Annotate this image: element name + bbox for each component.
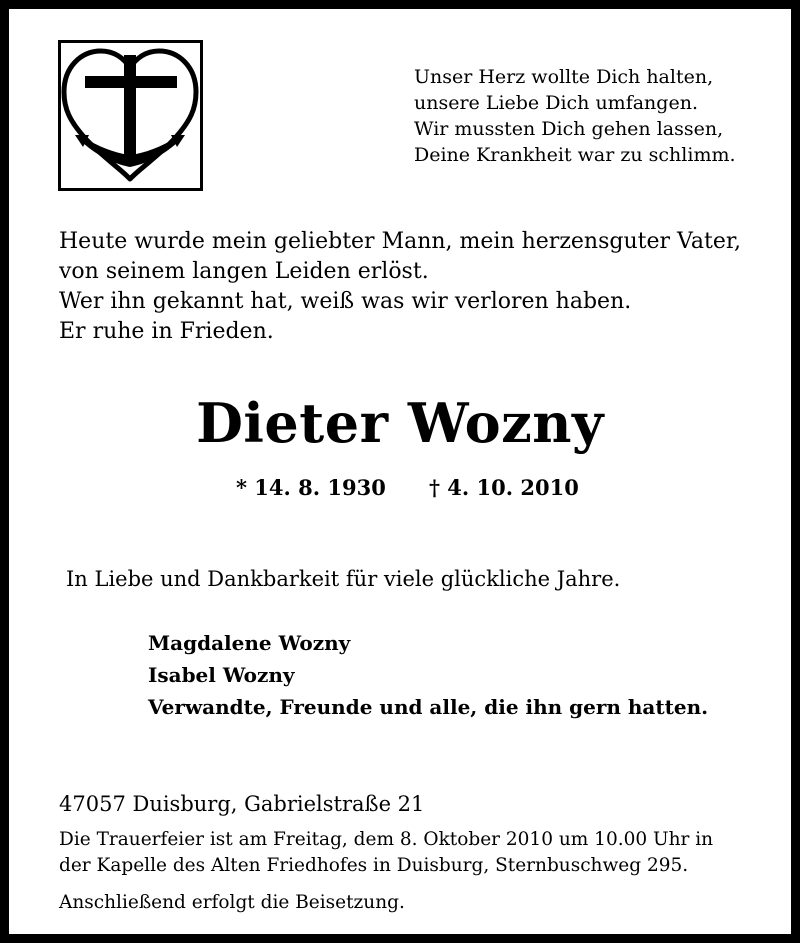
poem-line: Unser Herz wollte Dich halten, <box>414 66 714 88</box>
service-line: der Kapelle des Alten Friedhofes in Duisburg, Sternbuschweg 295. <box>59 855 689 876</box>
intro-line: Wer ihn gekannt hat, weiß was wir verloren haben. <box>59 289 632 314</box>
life-dates <box>236 473 636 503</box>
service-line: Die Trauerfeier ist am Freitag, dem 8. Oktober 2010 um 10.00 Uhr in <box>59 829 714 850</box>
poem-line: Wir mussten Dich gehen lassen, <box>414 118 724 140</box>
death-date: † 4. 10. 2010 <box>429 475 579 500</box>
mourner-name: Isabel Wozny <box>148 663 295 687</box>
mourners-list <box>148 627 788 723</box>
intro-line: von seinem langen Leiden erlöst. <box>59 259 429 284</box>
intro-text <box>59 227 799 347</box>
poem-line: unsere Liebe Dich umfangen. <box>414 92 698 114</box>
poem-line: Deine Krankheit war zu schlimm. <box>414 144 736 166</box>
heart-cross-anchor-icon <box>58 40 203 191</box>
intro-line: Heute wurde mein geliebter Mann, mein herzensguter Vater, <box>59 229 741 254</box>
deceased-name: Dieter Wozny <box>196 391 604 455</box>
poem-verse <box>414 64 784 168</box>
mourner-name: Magdalene Wozny <box>148 631 351 655</box>
intro-line: Er ruhe in Frieden. <box>59 319 274 344</box>
thanks-line: In Liebe und Dankbarkeit für viele glückliche Jahre. <box>66 567 621 591</box>
funeral-service-info <box>59 827 794 879</box>
mourner-name: Verwandte, Freunde und alle, die ihn gern hatten. <box>148 695 709 719</box>
birth-date: * 14. 8. 1930 <box>236 475 386 500</box>
burial-note: Anschließend erfolgt die Beisetzung. <box>59 892 405 913</box>
family-address: 47057 Duisburg, Gabrielstraße 21 <box>59 792 425 816</box>
